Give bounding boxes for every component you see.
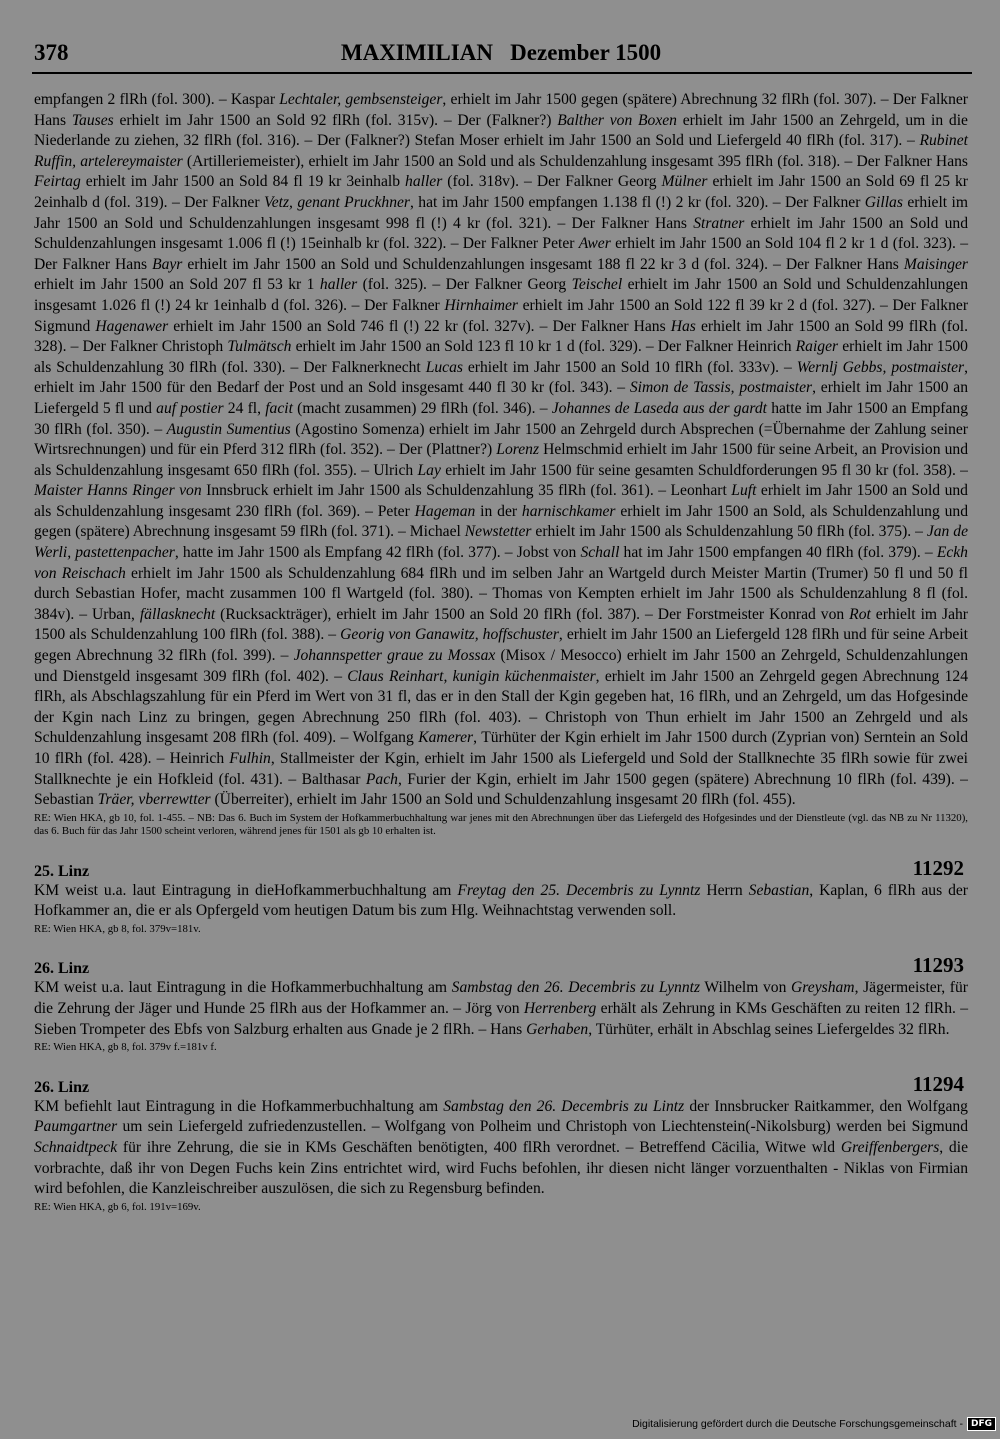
entry-reference: RE: Wien HKA, gb 8, fol. 379v f.=181v f. — [34, 1041, 217, 1054]
text-run: , die vorbrachte, daß ihr von Degen Fuchs kein Zins entrichtet wird, wird Fuchs befohlen, ihr diesen nicht länger vorzuenthalten - Niklas von Firmian wird befohlen, die Kanzleischreiber auszulösen, die sich zu Regensburg befinden. — [34, 1138, 968, 1198]
italic-name: haller — [319, 276, 358, 294]
text-run: Wilhelm von — [700, 979, 792, 997]
italic-name: Eckh von Reischach — [34, 544, 968, 582]
text-run: (Agostino Somenza) erhielt im Jahr 1500 an Zehrgeld durch Absprechen (=Übernahme der Zahlung seiner Wirtsrechnungen) und für ein Pferd 312 flRh (fol. 352). – Der (Plattner?) — [34, 420, 968, 459]
entry-heading — [34, 953, 968, 978]
dfg-logo: DFG — [967, 1417, 996, 1431]
text-run: für ihre Zehrung, die sie in KMs Geschäften benötigten, 400 flRh verordnet. – Betreffend Cäcilia, Witwe wld — [117, 1138, 841, 1156]
entry-text — [34, 881, 968, 922]
italic-name: Greiffenbergers — [840, 1138, 940, 1156]
text-run: hat im Jahr 1500 empfangen 40 flRh (fol. 379). – — [619, 544, 937, 562]
italic-name: Hagenawer — [95, 317, 169, 335]
text-run: Helmschmid erhielt im Jahr 1500 für seine Arbeit, an Provision und als Schuldenzahlung insgesamt 650 flRh (fol. 355). – Ulrich — [34, 441, 968, 479]
text-run: , hatte im Jahr 1500 als Empfang 42 flRh (fol. 377). – Jobst von — [174, 544, 581, 562]
entry-text — [34, 978, 968, 1040]
italic-name: auf postier — [156, 399, 224, 417]
page-header — [34, 40, 968, 70]
entry-reference: RE: Wien HKA, gb 6, fol. 191v=169v. — [34, 1200, 201, 1213]
text-run: erhielt im Jahr 1500 an Sold 123 fl 10 kr 1 d (fol. 329). – Der Falkner Heinrich — [291, 338, 796, 356]
italic-name: Greysham — [791, 979, 855, 997]
entry-reference: RE: Wien HKA, gb 8, fol. 379v=181v. — [34, 922, 201, 935]
regest-entry-11292 — [34, 855, 969, 937]
page-content — [34, 90, 968, 1214]
italic-name: Tulmätsch — [227, 338, 292, 356]
text-run: erhielt im Jahr 1500 an Sold 104 fl 2 kr 1 d (fol. 323). – Der Falkner Hans — [34, 235, 968, 273]
text-run: KM befiehlt laut Eintragung in die Hofkammerbuchhaltung am — [34, 1097, 444, 1115]
text-run: (fol. 325). – Der Falkner Georg — [357, 276, 572, 294]
text-run: erhielt im Jahr 1500 an Sold 69 fl 25 kr 2einhalb d (fol. 319). – Der Falkner — [34, 173, 968, 211]
regest-entry-11293 — [34, 953, 968, 1054]
italic-name: Gillas — [864, 193, 903, 211]
italic-name: Lucas — [425, 358, 463, 376]
digitization-credit — [632, 1417, 996, 1431]
text-run: erhielt im Jahr 1500 an Zehrgeld, um in die Niederlande zu ziehen, 32 flRh (fol. 316). – Der (Falkner?) Stefan Moser erhielt im Jahr 1500 an Sold und Liefergeld 40 flRh (fol. 317). – — [34, 111, 968, 150]
italic-name: Herrenberg — [523, 1000, 597, 1018]
continuation-paragraph — [34, 90, 968, 811]
running-title: MAXIMILIAN Dezember 1500 — [340, 40, 662, 65]
text-run: erhielt im Jahr 1500 an Sold und Schuldenzahlungen insgesamt 1.006 fl (!) 15einhalb kr (fol. 322). – Der Falkner Peter — [34, 214, 968, 253]
italic-name: Augustin Sumentius — [166, 420, 291, 438]
entry-date: 25. Linz — [34, 862, 90, 880]
text-run: , Jägermeister, für die Zehrung der Jäger und Hunde 25 flRh aus der Hofkammer an. – Jörg von — [34, 979, 968, 1018]
italic-name: Stratner — [693, 214, 745, 232]
italic-name: Tauses — [71, 111, 114, 129]
italic-name: Fulhin — [229, 750, 271, 767]
text-run: 24 fl, — [223, 399, 266, 417]
italic-name: Newstetter — [464, 523, 532, 541]
italic-name: Rubinet Ruffin, artelereymaister — [34, 132, 968, 170]
text-run: (fol. 318v). – Der Falkner Georg — [442, 173, 662, 191]
italic-name: Sebastian — [748, 881, 810, 899]
text-run: Herrn — [700, 881, 749, 899]
text-run: , erhielt im Jahr 1500 an Zehrgeld gegen Abrechnung 124 flRh, als Abschlagszahlung für ein Pferd im Wert von 31 fl, das er in den Stall der Kgin gegeben hat, 16 flRh, und an Zehrgeld, um das Hofgesinde der Kgin nach Linz zu bringen, gegen Abrechnung 250 flRh (fol. 403). – Christoph von Thun erhielt im Jahr 1500 an Zehrgeld und als Schuldenzahlung insgesamt 208 flRh (fol. 409). – Wolfgang — [34, 667, 969, 747]
text-run: erhielt im Jahr 1500 als Schuldenzahlung 30 flRh (fol. 330). – Der Falknerknecht — [34, 338, 968, 376]
italic-name: Jan de Werli, pastettenpacher — [34, 523, 968, 562]
text-run: erhielt im Jahr 1500 an Sold 122 fl 39 kr 2 d (fol. 327). – Der Falkner Sigmund — [34, 296, 969, 335]
italic-name: Raiger — [795, 338, 839, 356]
text-run: erhält als Zehrung in KMs Geschäften zu reiten 12 flRh. – Sieben Trompeter des Ebfs von Salzburg erhalten aus Gnade je 2 flRh. – Hans — [34, 1000, 968, 1038]
italic-name: Kamerer — [418, 729, 474, 747]
text-run: der Innsbrucker Raitkammer, den Wolfgang — [684, 1097, 968, 1115]
italic-name: Awer — [578, 235, 611, 253]
text-run: erhielt im Jahr 1500 an Sold 10 flRh (fol. 333v). – — [462, 358, 797, 376]
text-run: , erhielt im Jahr 1500 für den Bedarf der Post und an Sold insgesamt 440 fl 30 kr (fol. 343). – — [34, 358, 968, 397]
header-rule — [32, 72, 972, 74]
text-run: erhielt im Jahr 1500 an Sold 92 flRh (fol. 315v). – Der (Falkner?) — [113, 111, 558, 129]
italic-name: Hirnhaimer — [444, 296, 518, 314]
text-run: (Rucksackträger), erhielt im Jahr 1500 an Sold 20 flRh (fol. 387). – Der Forstmeister Konrad von — [215, 605, 850, 623]
entry-date: 26. Linz — [34, 960, 90, 978]
text-run: erhielt im Jahr 1500 als Schuldenzahlung 684 flRh und im selben Jahr an Wartgeld durch Meister Martin (Trumer) 50 fl und 50 fl durch Sebastian Hofer, macht zusammen 100 fl Wartgeld (fol. 380). – Thomas von Kempten erhielt im Jahr 1500 als Schuldenzahlung 8 fl (fol. 384v). – Urban, — [34, 564, 968, 623]
text-run: erhielt im Jahr 1500 für seine gesamten Schuldforderungen 95 fl 30 kr (fol. 358). – — [440, 461, 968, 479]
italic-name: Träer, vberrewtter — [97, 791, 211, 809]
italic-name: Hageman — [414, 502, 476, 520]
regest-entry-11294 — [34, 1071, 968, 1214]
italic-name: Gerhaben — [526, 1020, 589, 1038]
italic-name: Sambstag den 26. Decembris zu Lynntz — [451, 979, 701, 997]
text-run: erhielt im Jahr 1500 an Sold 746 fl (!) 22 kr (fol. 327v). – Der Falkner Hans — [168, 317, 671, 335]
italic-name: Mülner — [661, 173, 708, 191]
entry-number: 11293 — [912, 953, 964, 978]
italic-name: Vetz, genant Pruckhner — [263, 193, 410, 211]
italic-name: Maister Hanns Ringer von — [34, 482, 202, 500]
text-run: (macht zusammen) 29 flRh (fol. 346). – — [292, 399, 552, 417]
text-run: , Kaplan, 6 flRh aus der Hofkammer an, die er als Opfergeld vom heutigen Datum bis zum Hlg. Weihnachtstag verwenden soll. — [34, 881, 969, 920]
page-number: 378 — [34, 40, 69, 65]
text-run: erhielt im Jahr 1500 als Schuldenzahlung 50 flRh (fol. 375). – — [531, 523, 927, 541]
italic-name: Wernlj Gebbs, postmaister — [796, 358, 965, 376]
text-run: erhielt im Jahr 1500 an Sold und als Schuldenzahlung insgesamt 230 flRh (fol. 369). – Peter — [34, 482, 968, 520]
entry-number: 11294 — [912, 1071, 964, 1096]
entry-heading — [34, 1071, 968, 1097]
text-run: erhielt im Jahr 1500 an Sold und Schuldenzahlungen insgesamt 188 fl 22 kr 3 d (fol. 324). – Der Falkner Hans — [182, 255, 904, 273]
text-run: erhielt im Jahr 1500 an Sold 99 flRh (fol. 328). – Der Falkner Christoph — [34, 317, 968, 356]
italic-name: Has — [670, 317, 696, 335]
italic-name: Maisinger — [903, 255, 968, 273]
italic-name: Georig von Ganawitz, hoffschuster — [340, 626, 559, 644]
entry-number: 11292 — [912, 855, 964, 880]
text-run: (Überreiter), erhielt im Jahr 1500 an Sold und Schuldenzahlung insgesamt 20 flRh (fol. 455). — [210, 791, 796, 809]
text-run: erhielt im Jahr 1500 an Sold und Schuldenzahlungen insgesamt 998 fl (!) 4 kr (fol. 321). – Der Falkner Hans — [34, 193, 968, 232]
italic-name: facit — [265, 399, 293, 417]
italic-name: Schall — [580, 544, 620, 562]
text-run: KM weist u.a. laut Eintragung in dieHofkammerbuchhaltung am — [34, 881, 458, 899]
italic-name: Sambstag den 26. Decembris zu Lintz — [443, 1097, 685, 1115]
text-run: , erhielt im Jahr 1500 an Liefergeld 128 flRh und für seine Arbeit gegen Abrechnung 32 flRh (fol. 399). – — [34, 626, 968, 665]
text-run: erhielt im Jahr 1500 an Sold 84 fl 19 kr 3einhalb — [80, 173, 406, 191]
credit-text: Digitalisierung gefördert durch die Deutsche Forschungsgemeinschaft - — [632, 1418, 963, 1430]
italic-name: Lorenz — [496, 441, 540, 459]
italic-name: Simon de Tassis, postmaister — [629, 379, 813, 397]
continuation-reference: RE: Wien HKA, gb 10, fol. 1-455. – NB: Das 6. Buch im System der Hofkammerbuchhaltung war jenes mit den Abrechnungen über das Liefergeld des Hofgesindes und der Dienstleute (vgl. das NB zu Nr 11320), das 6. Buch für das Jahr 1500 scheint verloren, während jenes für 1501 als gb 10 erhalten ist. — [34, 811, 968, 838]
text-run: erhielt im Jahr 1500 an Sold, als Schuldenzahlung und gegen (spätere) Abrechnung insgesamt 59 flRh (fol. 371). – Michael — [34, 502, 968, 541]
text-run: erhielt im Jahr 1500 als Schuldenzahlung 100 flRh (fol. 388). – — [34, 605, 968, 644]
italic-name: Rot — [849, 605, 871, 623]
text-run: um sein Liefergeld zufriedenzustellen. – Wolfgang von Polheim und Christoph von Liechtenstein(-Nikolsburg) werden bei Sigmund — [117, 1118, 968, 1136]
italic-name: Paumgartner — [34, 1118, 118, 1136]
text-run: (Artilleriemeister), erhielt im Jahr 1500 an Sold und als Schuldenzahlung insgesamt 395 flRh (fol. 318). – Der Falkner Hans — [182, 152, 968, 170]
entry-date: 26. Linz — [34, 1078, 90, 1096]
text-run: , Türhüter der Kgin erhielt im Jahr 1500 durch (Zyprian von) Serntein an Sold 10 flRh (fol. 428). – Heinrich — [34, 729, 968, 767]
text-run: , erhielt im Jahr 1500 an Liefergeld 5 fl und — [34, 379, 968, 417]
italic-name: Lechtaler, gembsensteiger — [279, 91, 443, 108]
italic-name: Johannspetter graue zu Mossax — [293, 647, 496, 665]
text-run: in der — [475, 502, 522, 520]
italic-name: Johannes de Laseda aus der gardt — [551, 399, 767, 417]
italic-name: Claus Reinhart, kunigin küchenmaister — [347, 667, 596, 685]
italic-name: Lay — [417, 461, 441, 479]
text-run: , Türhüter, erhält in Abschlag seines Liefergeldes 32 flRh. — [588, 1020, 950, 1038]
italic-name: haller — [405, 173, 443, 191]
italic-name: Teischel — [571, 276, 623, 294]
text-run: , Furier der Kgin, erhielt im Jahr 1500 gegen (spätere) Abrechnung 10 flRh (fol. 439). – Sebastian — [34, 770, 968, 809]
italic-name: Feirtag — [34, 173, 81, 191]
italic-name: Freytag den 25. Decembris zu Lynntz — [457, 881, 701, 899]
italic-name: Bayr — [152, 255, 183, 273]
italic-name: Pach — [365, 770, 398, 788]
text-run: erhielt im Jahr 1500 an Sold 207 fl 53 kr 1 — [34, 276, 320, 294]
italic-name: fällasknecht — [139, 605, 216, 623]
italic-name: Luft — [731, 482, 757, 500]
text-run: Innsbruck erhielt im Jahr 1500 als Schuldenzahlung 35 flRh (fol. 361). – Leonhart — [201, 482, 732, 500]
text-run: empfangen 2 flRh (fol. 300). – Kaspar — [34, 91, 280, 108]
text-run: , erhielt im Jahr 1500 gegen (spätere) Abrechnung 32 flRh (fol. 307). – Der Falkner Hans — [34, 91, 968, 129]
entry-text — [34, 1097, 968, 1200]
italic-name: Schnaidtpeck — [34, 1138, 118, 1156]
text-run: erhielt im Jahr 1500 an Sold und Schuldenzahlungen insgesamt 1.026 fl (!) 24 kr 1einhalb d (fol. 326). – Der Falkner — [34, 276, 968, 314]
text-run: , Stallmeister der Kgin, erhielt im Jahr 1500 als Liefergeld und Sold der Stallknechte 35 flRh sowie für zwei Stallknechte je ein Hofkleid (fol. 431). – Balthasar — [34, 750, 968, 788]
italic-name: Balther von Boxen — [557, 111, 677, 129]
entry-heading — [34, 855, 968, 881]
text-run: hatte im Jahr 1500 an Empfang 30 flRh (fol. 350). – — [34, 399, 968, 438]
italic-name: harnischkamer — [521, 502, 616, 520]
text-run: , hat im Jahr 1500 empfangen 1.138 fl (!) 2 kr (fol. 320). – Der Falkner — [410, 193, 865, 211]
text-run: (Misox / Mesocco) erhielt im Jahr 1500 an Zehrgeld, Schuldenzahlungen und Dienstgeld insgesamt 309 flRh (fol. 402). – — [34, 647, 969, 685]
text-run: KM weist u.a. laut Eintragung in die Hofkammerbuchhaltung am — [34, 979, 452, 997]
